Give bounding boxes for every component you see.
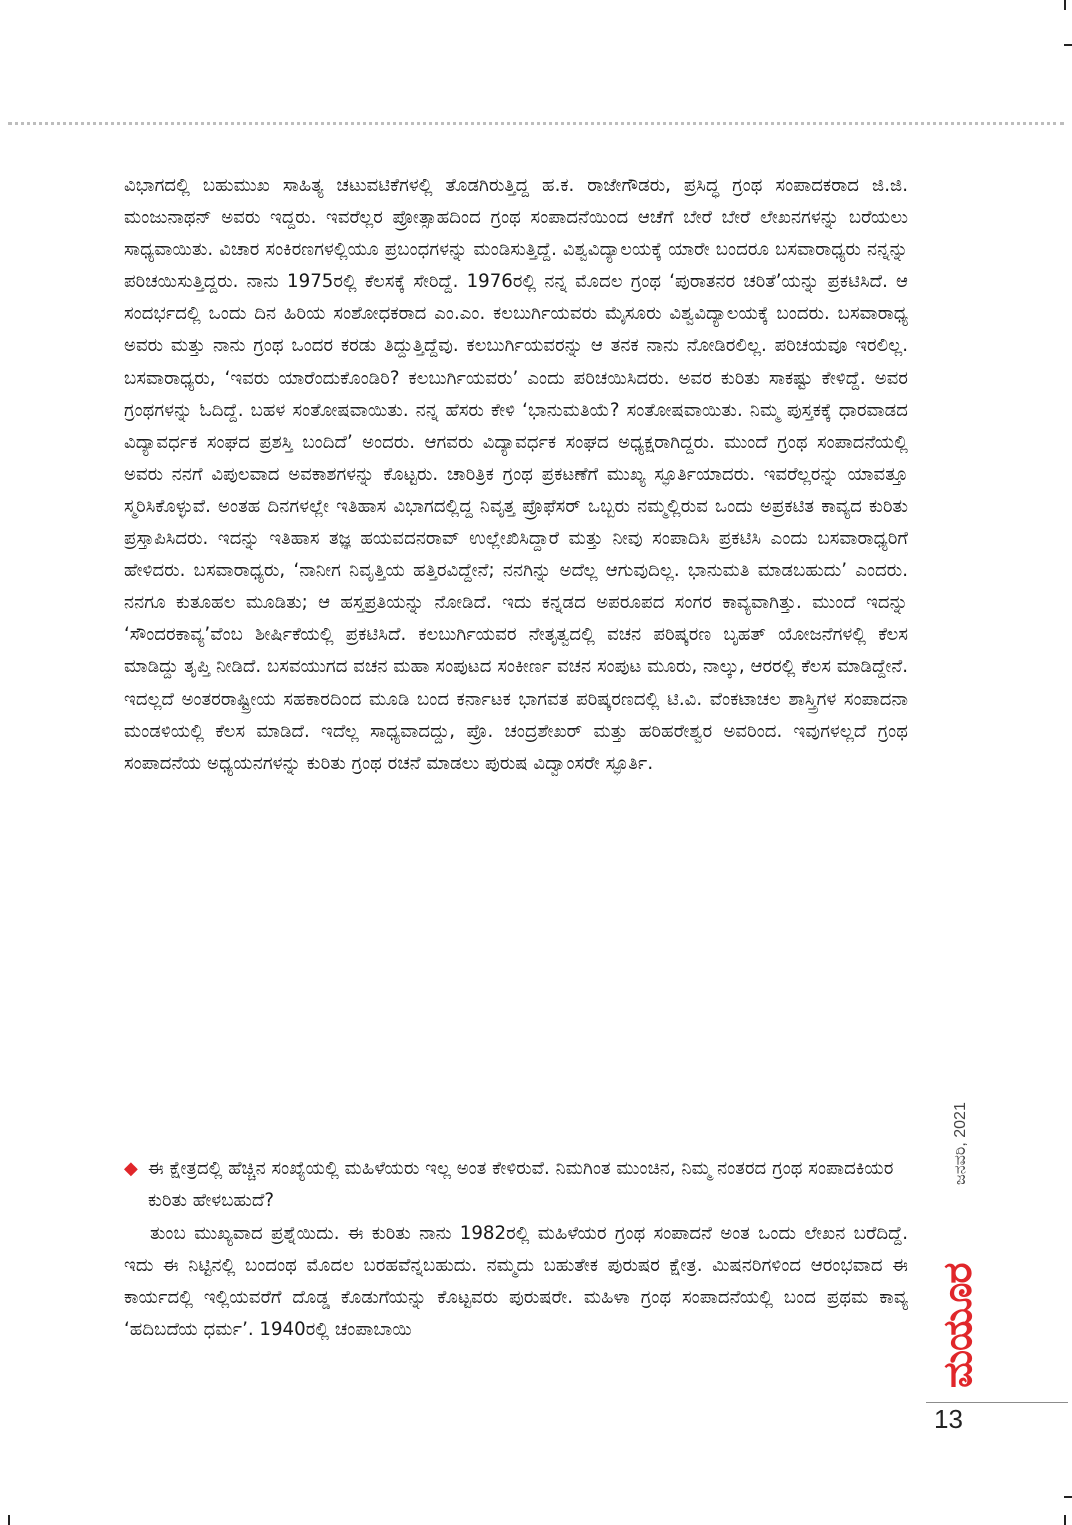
- answer-paragraph: ತುಂಬ ಮುಖ್ಯವಾದ ಪ್ರಶ್ನೆಯಿದು. ಈ ಕುರಿತು ನಾನು 1982ರಲ್ಲಿ ಮಹಿಳೆಯರ ಗ್ರಂಥ ಸಂಪಾದನೆ ಅಂತ ಒಂದು ಲೇಖನ ಬರೆದಿದ್ದೆ. ಇದು ಈ ನಿಟ್ಟಿನಲ್ಲಿ ಬಂದಂಥ ಮೊದಲ ಬರಹವೆನ್ನಬಹುದು. ನಮ್ಮದು ಬಹುತೇಕ ಪುರುಷರ ಕ್ಷೇತ್ರ. ಮಿಷನರಿಗಳಿಂದ ಆರಂಭವಾದ ಈ ಕಾರ್ಯದಲ್ಲಿ ಇಲ್ಲಿಯವರೆಗೆ ದೊಡ್ಡ ಕೊಡುಗೆಯನ್ನು ಕೊಟ್ಟವರು ಪುರುಷರೇ. ಮಹಿಳಾ ಗ್ರಂಥ ಸಂಪಾದನೆಯಲ್ಲಿ ಬಂದ ಪ್ರಥಮ ಕಾವ್ಯ ‘ಹದಿಬದೆಯ ಧರ್ಮ’. 1940ರಲ್ಲಿ ಚಂಪಾಬಾಯಿ: [124, 1223, 908, 1341]
- magazine-logo: ಮಯೂರ: [935, 1263, 981, 1388]
- article-body: [124, 170, 908, 780]
- crop-mark: [1064, 1515, 1066, 1525]
- footer-rule: [926, 1402, 1068, 1403]
- crop-mark: [1064, 44, 1072, 46]
- interview-question: [124, 1153, 908, 1217]
- crop-mark: [1064, 0, 1066, 10]
- question-text: ಈ ಕ್ಷೇತ್ರದಲ್ಲಿ ಹೆಚ್ಚಿನ ಸಂಖ್ಯೆಯಲ್ಲಿ ಮಹಿಳೆಯರು ಇಲ್ಲ ಅಂತ ಕೇಳಿರುವೆ. ನಿಮಗಿಂತ ಮುಂಚಿನ, ನಿಮ್ಮ ನಂತರದ ಗ್ರಂಥ ಸಂಪಾದಕಿಯರ ಕುರಿತು ಹೇಳಬಹುದೆ?: [148, 1158, 894, 1212]
- crop-mark: [8, 1515, 10, 1525]
- header-dotted-rule: [8, 122, 1064, 125]
- interview-answer: [124, 1218, 908, 1346]
- crop-mark: [1064, 1496, 1072, 1498]
- bullet-diamond-icon: ◆: [124, 1158, 138, 1179]
- page-number: 13: [934, 1404, 963, 1434]
- issue-date: ಜನವರಿ, 2021: [952, 1102, 969, 1185]
- body-paragraph: ವಿಭಾಗದಲ್ಲಿ ಬಹುಮುಖ ಸಾಹಿತ್ಯ ಚಟುವಟಿಕೆಗಳಲ್ಲಿ ತೊಡಗಿರುತ್ತಿದ್ದ ಹ.ಕ. ರಾಜೇಗೌಡರು, ಪ್ರಸಿದ್ಧ ಗ್ರಂಥ ಸಂಪಾದಕರಾದ ಜಿ.ಜಿ. ಮಂಜುನಾಥನ್ ಅವರು ಇದ್ದರು. ಇವರೆಲ್ಲರ ಪ್ರೋತ್ಸಾಹದಿಂದ ಗ್ರಂಥ ಸಂಪಾದನೆಯಿಂದ ಆಚೆಗೆ ಬೇರೆ ಬೇರೆ ಲೇಖನಗಳನ್ನು ಬರೆಯಲು ಸಾಧ್ಯವಾಯಿತು. ವಿಚಾರ ಸಂಕಿರಣಗಳಲ್ಲಿಯೂ ಪ್ರಬಂಧಗಳನ್ನು ಮಂಡಿಸುತ್ತಿದ್ದೆ. ವಿಶ್ವವಿದ್ಯಾಲಯಕ್ಕೆ ಯಾರೇ ಬಂದರೂ ಬಸವಾರಾಧ್ಯರು ನನ್ನನ್ನು ಪರಿಚಯಿಸುತ್ತಿದ್ದರು. ನಾನು 1975ರಲ್ಲಿ ಕೆಲಸಕ್ಕೆ ಸೇರಿದ್ದೆ. 1976ರಲ್ಲಿ ನನ್ನ ಮೊದಲ ಗ್ರಂಥ ‘ಪುರಾತನರ ಚರಿತೆ’ಯನ್ನು ಪ್ರಕಟಿಸಿದೆ. ಆ ಸಂದರ್ಭದಲ್ಲಿ ಒಂದು ದಿನ ಹಿರಿಯ ಸಂಶೋಧಕರಾದ ಎಂ.ಎಂ. ಕಲಬುರ್ಗಿಯವರು ಮೈಸೂರು ವಿಶ್ವವಿದ್ಯಾಲಯಕ್ಕೆ ಬಂದರು. ಬಸವಾರಾಧ್ಯ ಅವರು ಮತ್ತು ನಾನು ಗ್ರಂಥ ಒಂದರ ಕರಡು ತಿದ್ದುತ್ತಿದ್ದೆವು. ಕಲಬುರ್ಗಿಯವರನ್ನು ಆ ತನಕ ನಾನು ನೋಡಿರಲಿಲ್ಲ. ಪರಿಚಯವೂ ಇರಲಿಲ್ಲ. ಬಸವಾರಾಧ್ಯರು, ‘ಇವರು ಯಾರೆಂದುಕೊಂಡಿರಿ? ಕಲಬುರ್ಗಿಯವರು’ ಎಂದು ಪರಿಚಯಿಸಿದರು. ಅವರ ಕುರಿತು ಸಾಕಷ್ಟು ಕೇಳಿದ್ದೆ. ಅವರ ಗ್ರಂಥಗಳನ್ನು ಓದಿದ್ದೆ. ಬಹಳ ಸಂತೋಷವಾಯಿತು. ನನ್ನ ಹೆಸರು ಕೇಳಿ ‘ಭಾನುಮತಿಯೆ? ಸಂತೋಷವಾಯಿತು. ನಿಮ್ಮ ಪುಸ್ತಕಕ್ಕೆ ಧಾರವಾಡದ ವಿದ್ಯಾವರ್ಧಕ ಸಂಘದ ಪ್ರಶಸ್ತಿ ಬಂದಿದೆ’ ಅಂದರು. ಆಗವರು ವಿದ್ಯಾವರ್ಧಕ ಸಂಘದ ಅಧ್ಯಕ್ಷರಾಗಿದ್ದರು. ಮುಂದೆ ಗ್ರಂಥ ಸಂಪಾದನೆಯಲ್ಲಿ ಅವರು ನನಗೆ ವಿಪುಲವಾದ ಅವಕಾಶಗಳನ್ನು ಕೊಟ್ಟರು. ಚಾರಿತ್ರಿಕ ಗ್ರಂಥ ಪ್ರಕಟಣೆಗೆ ಮುಖ್ಯ ಸ್ಫೂರ್ತಿಯಾದರು. ಇವರೆಲ್ಲರನ್ನು ಯಾವತ್ತೂ ಸ್ಮರಿಸಿಕೊಳ್ಳುವೆ. ಅಂತಹ ದಿನಗಳಲ್ಲೇ ಇತಿಹಾಸ ವಿಭಾಗದಲ್ಲಿದ್ದ ನಿವೃತ್ತ ಪ್ರೊಫೆಸರ್ ಒಬ್ಬರು ನಮ್ಮಲ್ಲಿರುವ ಒಂದು ಅಪ್ರಕಟಿತ ಕಾವ್ಯದ ಕುರಿತು ಪ್ರಸ್ತಾಪಿಸಿದರು. ಇದನ್ನು ಇತಿಹಾಸ ತಜ್ಞ ಹಯವದನರಾವ್ ಉಲ್ಲೇಖಿಸಿದ್ದಾರೆ ಮತ್ತು ನೀವು ಸಂಪಾದಿಸಿ ಪ್ರಕಟಿಸಿ ಎಂದು ಬಸವಾರಾಧ್ಯರಿಗೆ ಹೇಳಿದರು. ಬಸವಾರಾಧ್ಯರು, ‘ನಾನೀಗ ನಿವೃತ್ತಿಯ ಹತ್ತಿರವಿದ್ದೇನೆ; ನನಗಿನ್ನು ಅದೆಲ್ಲ ಆಗುವುದಿಲ್ಲ. ಭಾನುಮತಿ ಮಾಡಬಹುದು’ ಎಂದರು. ನನಗೂ ಕುತೂಹಲ ಮೂಡಿತು; ಆ ಹಸ್ತಪ್ರತಿಯನ್ನು ನೋಡಿದೆ. ಇದು ಕನ್ನಡದ ಅಪರೂಪದ ಸಂಗರ ಕಾವ್ಯವಾಗಿತ್ತು. ಮುಂದೆ ಇದನ್ನು ‘ಸೌಂದರಕಾವ್ಯ’ವೆಂಬ ಶೀರ್ಷಿಕೆಯಲ್ಲಿ ಪ್ರಕಟಿಸಿದೆ. ಕಲಬುರ್ಗಿಯವರ ನೇತೃತ್ವದಲ್ಲಿ ವಚನ ಪರಿಷ್ಕರಣ ಬೃಹತ್ ಯೋಜನೆಗಳಲ್ಲಿ ಕೆಲಸ ಮಾಡಿದ್ದು ತೃಪ್ತಿ ನೀಡಿದೆ. ಬಸವಯುಗದ ವಚನ ಮಹಾ ಸಂಪುಟದ ಸಂಕೀರ್ಣ ವಚನ ಸಂಪುಟ ಮೂರು, ನಾಲ್ಕು, ಆರರಲ್ಲಿ ಕೆಲಸ ಮಾಡಿದ್ದೇನೆ. ಇದಲ್ಲದೆ ಅಂತರರಾಷ್ಟ್ರೀಯ ಸಹಕಾರದಿಂದ ಮೂಡಿ ಬಂದ ಕರ್ನಾಟಕ ಭಾಗವತ ಪರಿಷ್ಕರಣದಲ್ಲಿ ಟಿ.ವಿ. ವೆಂಕಟಾಚಲ ಶಾಸ್ತ್ರಿಗಳ ಸಂಪಾದನಾ ಮಂಡಳಿಯಲ್ಲಿ ಕೆಲಸ ಮಾಡಿದೆ. ಇದೆಲ್ಲ ಸಾಧ್ಯವಾದದ್ದು, ಪ್ರೊ. ಚಂದ್ರಶೇಖರ್ ಮತ್ತು ಹರಿಹರೇಶ್ವರ ಅವರಿಂದ. ಇವುಗಳಲ್ಲದೆ ಗ್ರಂಥ ಸಂಪಾದನೆಯ ಅಧ್ಯಯನಗಳನ್ನು ಕುರಿತು ಗ್ರಂಥ ರಚನೆ ಮಾಡಲು ಪುರುಷ ವಿದ್ವಾಂಸರೇ ಸ್ಫೂರ್ತಿ.: [124, 175, 908, 774]
